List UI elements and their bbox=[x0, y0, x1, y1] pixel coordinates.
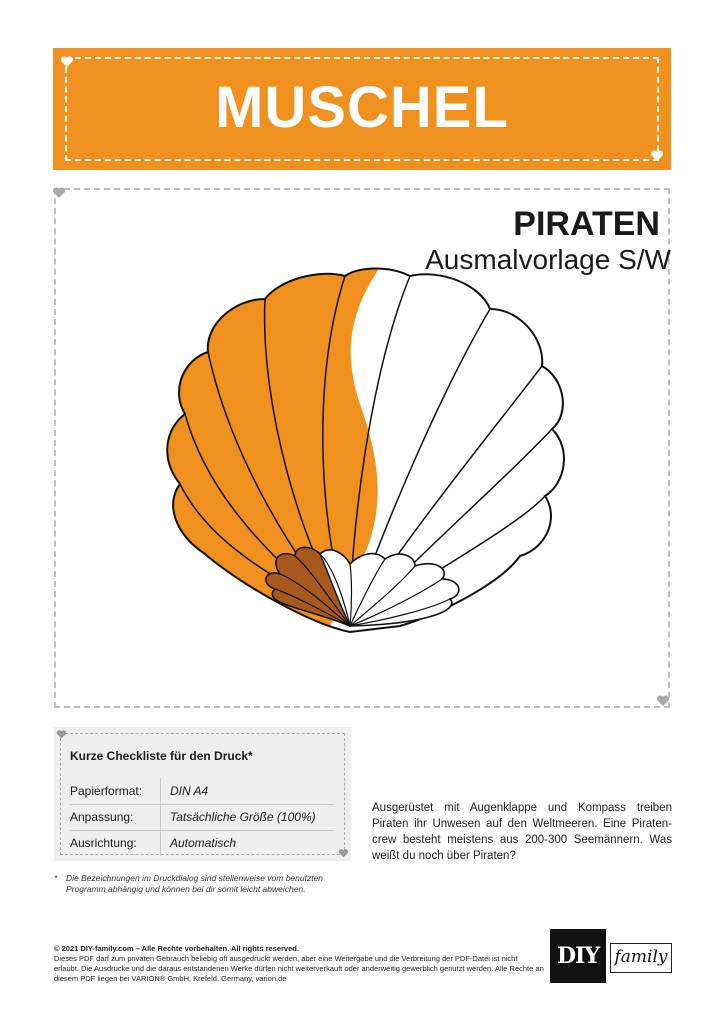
footnote bbox=[54, 873, 354, 895]
checklist-value: Tatsächliche Größe (100%) bbox=[170, 810, 316, 824]
checklist-row bbox=[70, 778, 334, 805]
checklist-row bbox=[70, 830, 334, 856]
logo-wordmark: family bbox=[610, 943, 672, 973]
footnote-text: Die Bezeichnungen im Druckdialog sind stellenweise vom benutzten Programm abhängig und können bei dir somit leicht abweichen. bbox=[66, 873, 324, 894]
title-banner bbox=[53, 48, 671, 170]
page-title: MUSCHEL bbox=[215, 75, 509, 140]
footnote-marker: * bbox=[54, 873, 58, 883]
checklist-value: DIN A4 bbox=[170, 784, 209, 798]
heart-icon bbox=[60, 55, 74, 69]
description-text: Ausgerüstet mit Augenklappe und Kompass treiben Piraten ihr Unwesen auf den Weltmeeren. Eine Piraten-crew besteht meistens aus 200-300 Seemännern. Was weißt du noch über Piraten? bbox=[372, 802, 672, 862]
heart-icon bbox=[338, 848, 349, 859]
heart-icon bbox=[56, 729, 67, 740]
checklist-label: Anpassung: bbox=[70, 810, 134, 824]
checklist-label: Papierformat: bbox=[70, 784, 143, 798]
brand-logo bbox=[550, 929, 672, 983]
checklist-row bbox=[70, 804, 334, 831]
checklist-label: Ausrichtung: bbox=[70, 836, 137, 850]
heart-icon bbox=[52, 186, 66, 200]
checklist-title: Kurze Checkliste für den Druck* bbox=[70, 749, 253, 763]
copyright-notice bbox=[54, 944, 544, 984]
shell-illustration bbox=[160, 264, 580, 664]
print-checklist bbox=[54, 727, 351, 861]
checklist-value: Automatisch bbox=[170, 836, 237, 850]
subject-subtitle: Ausmalvorlage S/W bbox=[425, 244, 671, 275]
logo-mark: DIY bbox=[550, 929, 606, 983]
subject-title: PIRATEN bbox=[513, 205, 660, 243]
heart-icon bbox=[656, 694, 670, 708]
legal-text: Dieses PDF darf zum privaten Gebrauch beliebig oft ausgedruckt werden, aber eine Weitergabe und die Verbreitung der PDF-Datei ist nicht erlaubt. Die Ausdrucke und die daraus entstandenen Werke dürfen nicht weiterverkauft oder anderweitig gewerblich genutzt werden. Alle Rechte an diesem PDF liegen bei VARION® GmbH, Krefeld, Germany, varion.de bbox=[54, 954, 544, 983]
heart-icon bbox=[650, 149, 664, 163]
copyright-line: © 2021 DIY-family.com – Alle Rechte vorbehalten. All rights reserved. bbox=[54, 944, 299, 953]
